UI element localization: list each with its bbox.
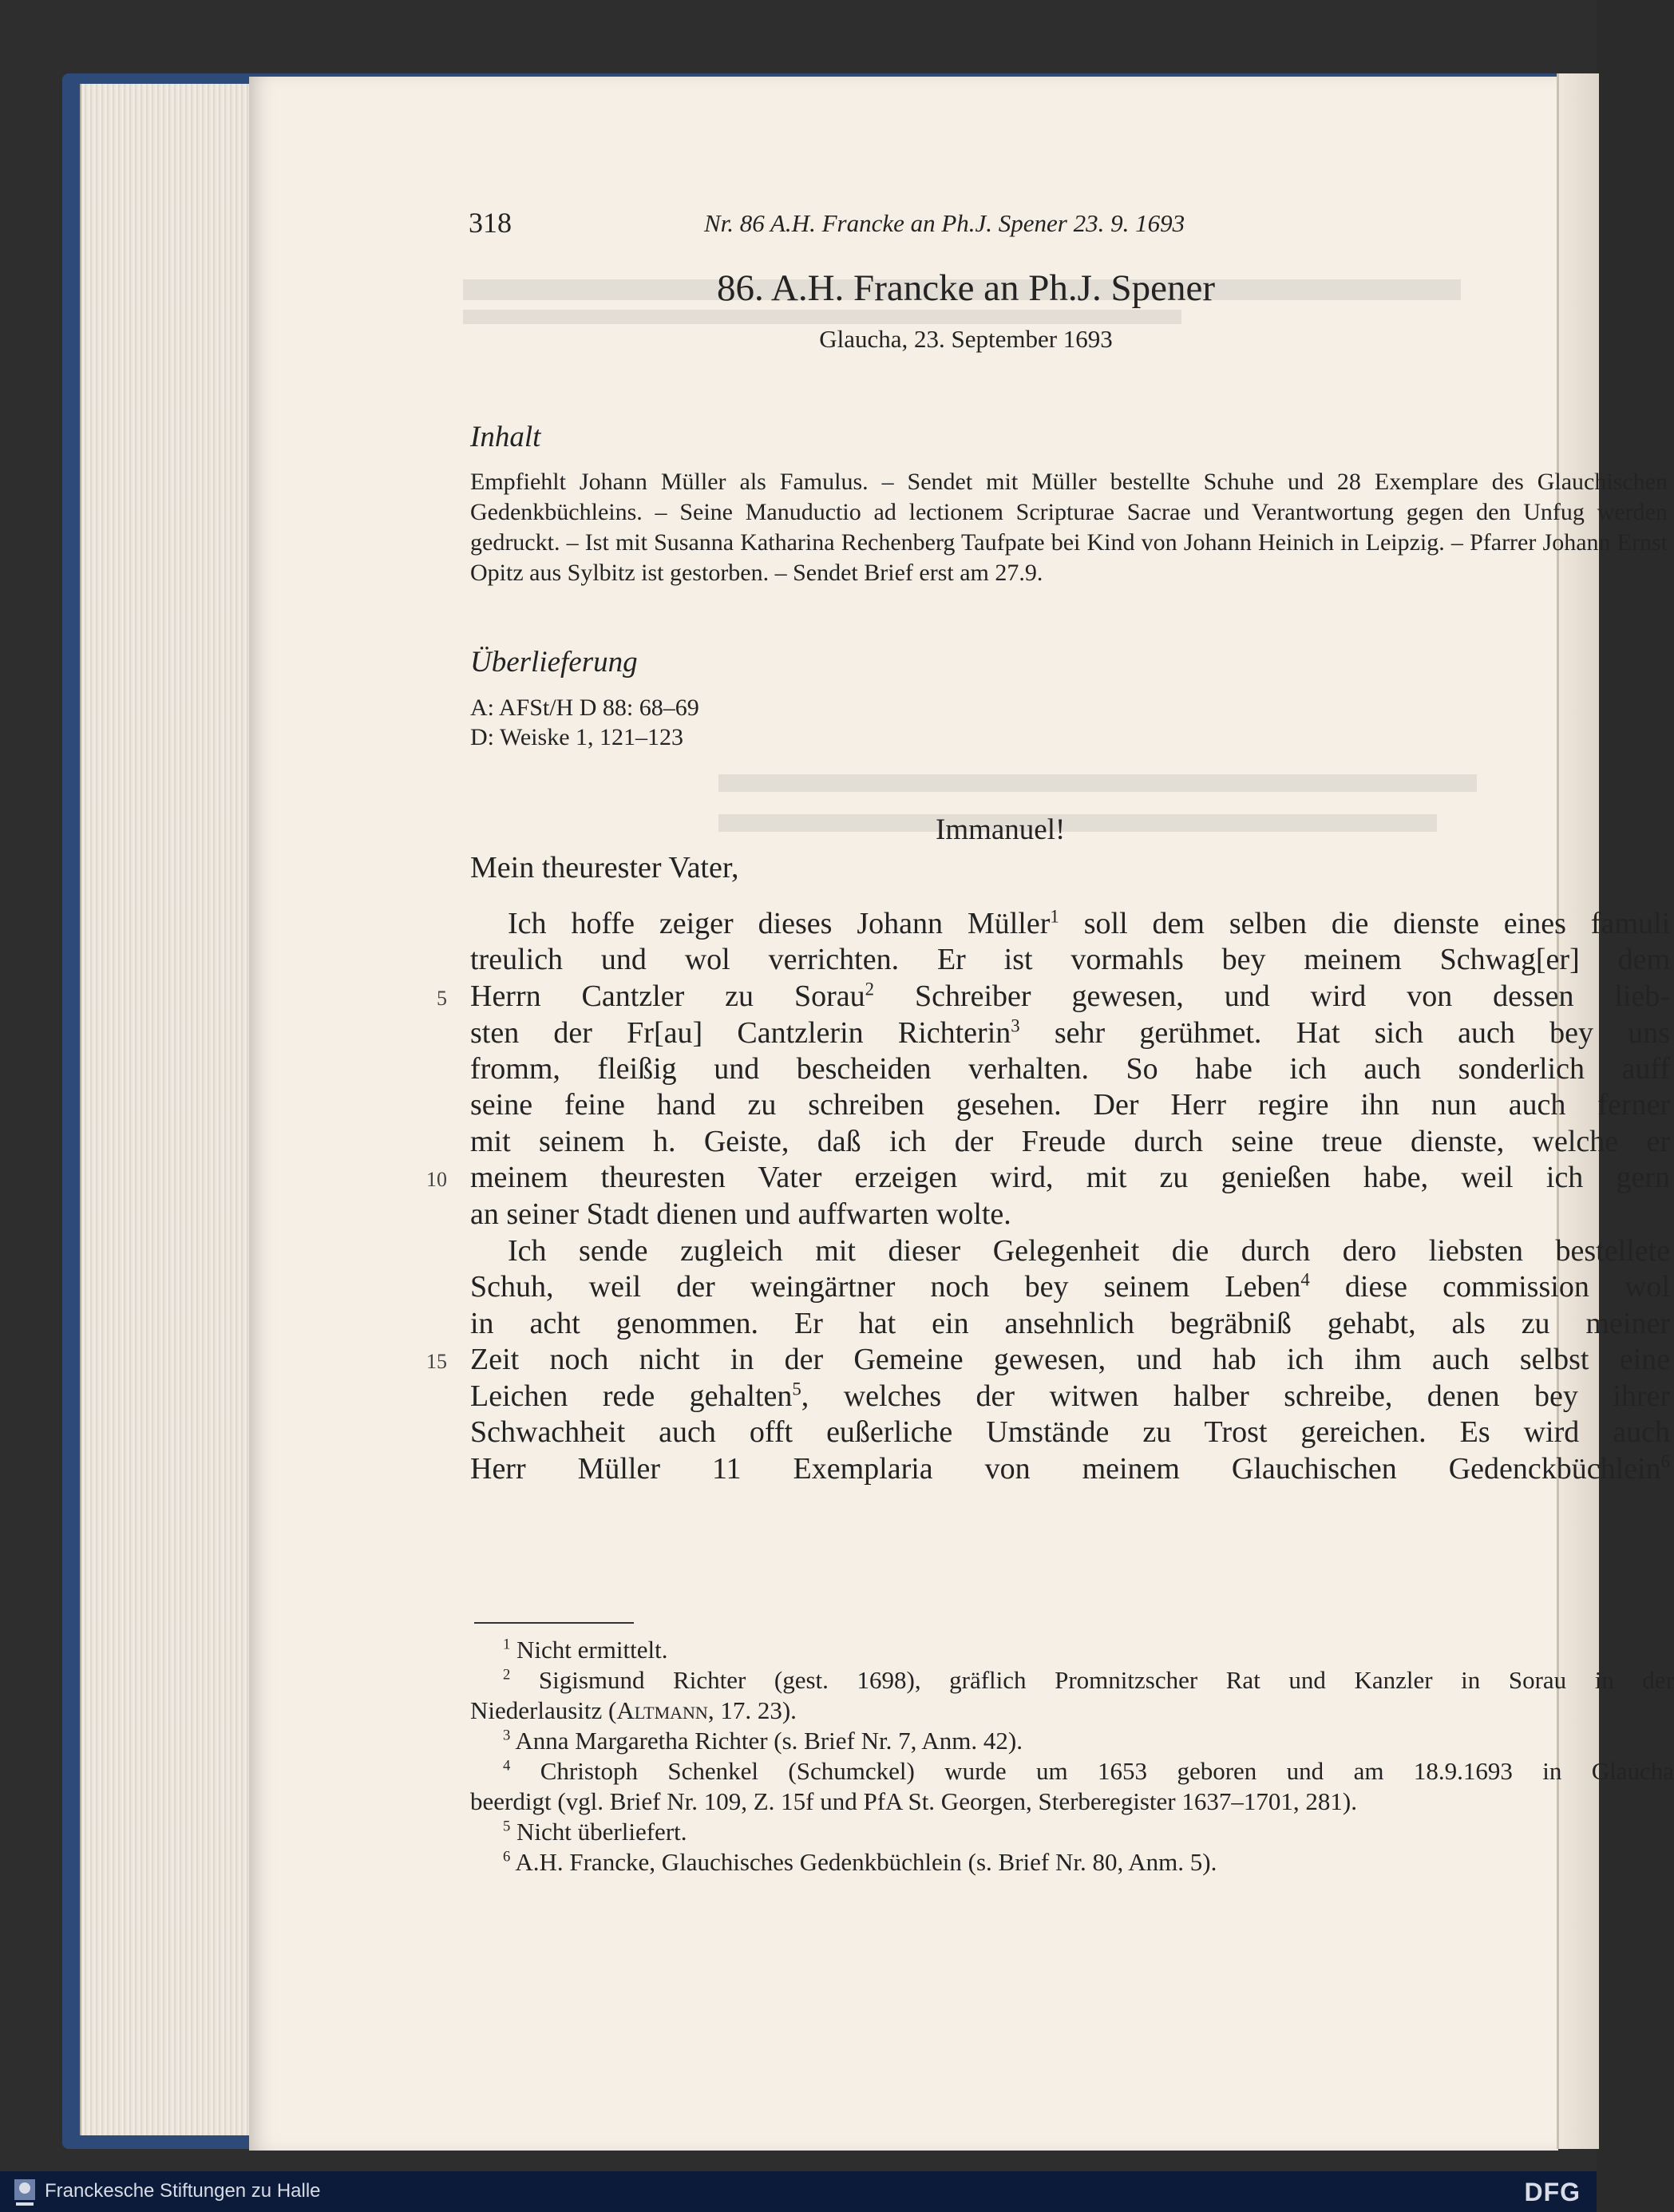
footnote-continuation: Niederlausitz (Altmann, 17. 23). xyxy=(470,1696,797,1724)
ueberlieferung-line-a: A: AFSt/H D 88: 68–69 xyxy=(470,694,699,721)
footnote: $^5$ Nicht überliefert. xyxy=(503,1818,687,1846)
body-line: Leichen rede gehalten$^5$, welches der witwen halber schreibe, denen bey ihrer xyxy=(470,1379,1671,1413)
body-line: Schuh, weil der weingärtner noch bey seinem Leben$^4$ diese commission wol xyxy=(470,1269,1670,1304)
body-line: Ich hoffe zeiger dieses Johann Müller$^1$ soll dem selben die dienste eines famuli xyxy=(508,906,1670,940)
letter-title: 86. A.H. Francke an Ph.J. Spener xyxy=(717,267,1215,309)
footnote-rule xyxy=(474,1622,634,1624)
immanuel-heading: Immanuel! xyxy=(936,813,1066,846)
body-line: Schwachheit auch offt eußerliche Umstände zu Trost gereichen. Es wird auch xyxy=(470,1415,1670,1449)
body-line: mit seinem h. Geiste, daß ich der Freude durch seine treue dienste, welche er xyxy=(470,1125,1670,1158)
greeting: Mein theurester Vater, xyxy=(470,851,739,884)
body-line: seine feine hand zu schreiben gesehen. Der Herr regire ihn nun auch ferner xyxy=(470,1088,1670,1122)
ueberlieferung-heading: Überlieferung xyxy=(470,646,638,679)
dfg-logo[interactable]: DFG xyxy=(1524,2178,1581,2206)
body-line: Herrn Cantzler zu Sorau$^2$ Schreiber gewesen, und wird von dessen lieb- xyxy=(470,979,1670,1013)
line-number: 10 xyxy=(426,1168,447,1191)
body-line: treulich und wol verrichten. Er ist vormahls bey meinem Schwag[er] dem xyxy=(470,943,1670,976)
footnote: $^3$ Anna Margaretha Richter (s. Brief Nr. 7, Anm. 42). xyxy=(503,1727,1023,1755)
ueberlieferung-line-d: D: Weiske 1, 121–123 xyxy=(470,724,684,750)
line-number: 5 xyxy=(437,987,447,1010)
body-line: sten der Fr[au] Cantzlerin Richterin$^3$ sehr gerühmet. Hat sich auch bey uns xyxy=(470,1015,1670,1050)
line-number: 15 xyxy=(426,1350,447,1373)
footnote: $^2$ Sigismund Richter (gest. 1698), gräflich Promnitzscher Rat und Kanzler in Sorau in der xyxy=(503,1666,1674,1694)
body-line: an seiner Stadt dienen und auffwarten wolte. xyxy=(470,1197,1011,1231)
footnote-continuation: beerdigt (vgl. Brief Nr. 109, Z. 15f und PfA St. Georgen, Sterberegister 1637–1701, 281). xyxy=(470,1787,1357,1815)
footnote: $^6$ A.H. Francke, Glauchisches Gedenkbüchlein (s. Brief Nr. 80, Anm. 5). xyxy=(503,1848,1217,1876)
body-line: Zeit noch nicht in der Gemeine gewesen, und hab ich ihm auch selbst eine xyxy=(470,1343,1670,1376)
running-head: Nr. 86 A.H. Francke an Ph.J. Spener 23. 9. 1693 xyxy=(704,209,1185,237)
body-line: Herr Müller 11 Exemplaria von meinem Glauchischen Gedenckbüchlein$^6$ xyxy=(470,1451,1670,1486)
page-number: 318 xyxy=(469,207,512,239)
letter-place-date: Glaucha, 23. September 1693 xyxy=(819,325,1113,353)
inhalt-heading: Inhalt xyxy=(470,421,541,453)
body-line: in acht genommen. Er hat ein ansehnlich begräbniß gehabt, als zu meiner xyxy=(470,1307,1670,1340)
body-line: meinem theuresten Vater erzeigen wird, mit zu genießen habe, weil ich gern xyxy=(470,1161,1670,1194)
footnote: $^4$ Christoph Schenkel (Schumckel) wurde um 1653 geboren und am 18.9.1693 in Glaucha xyxy=(503,1757,1674,1785)
institution-logo-icon xyxy=(11,2176,38,2208)
page-edges xyxy=(80,84,253,2135)
inhalt-text: Empfiehlt Johann Müller als Famulus. – Sendet mit Müller bestellte Schuhe und 28 Exemplare des Glauchischen Gedenkbüchleins. – Seine Manuductio ad lectionem Scripturae Sacrae und Verantwortung gegen den Unfug werden gedruckt. – Ist mit Susanna Katharina Rechenberg Taufpate bei Kind von Johann Heinich in Leipzig. – Pfarrer Johann Ernst Opitz aus Sylbitz ist gestorben. – Sendet Brief erst am 27.9. xyxy=(470,469,1668,586)
body-line: Ich sende zugleich mit dieser Gelegenheit die durch dero liebsten bestellete xyxy=(508,1234,1670,1268)
body-line: fromm, fleißig und bescheiden verhalten. So habe ich auch sonderlich auff xyxy=(470,1052,1670,1086)
footnote: $^1$ Nicht ermittelt. xyxy=(503,1636,668,1664)
footer-institution[interactable]: Franckesche Stiftungen zu Halle xyxy=(45,2180,321,2202)
